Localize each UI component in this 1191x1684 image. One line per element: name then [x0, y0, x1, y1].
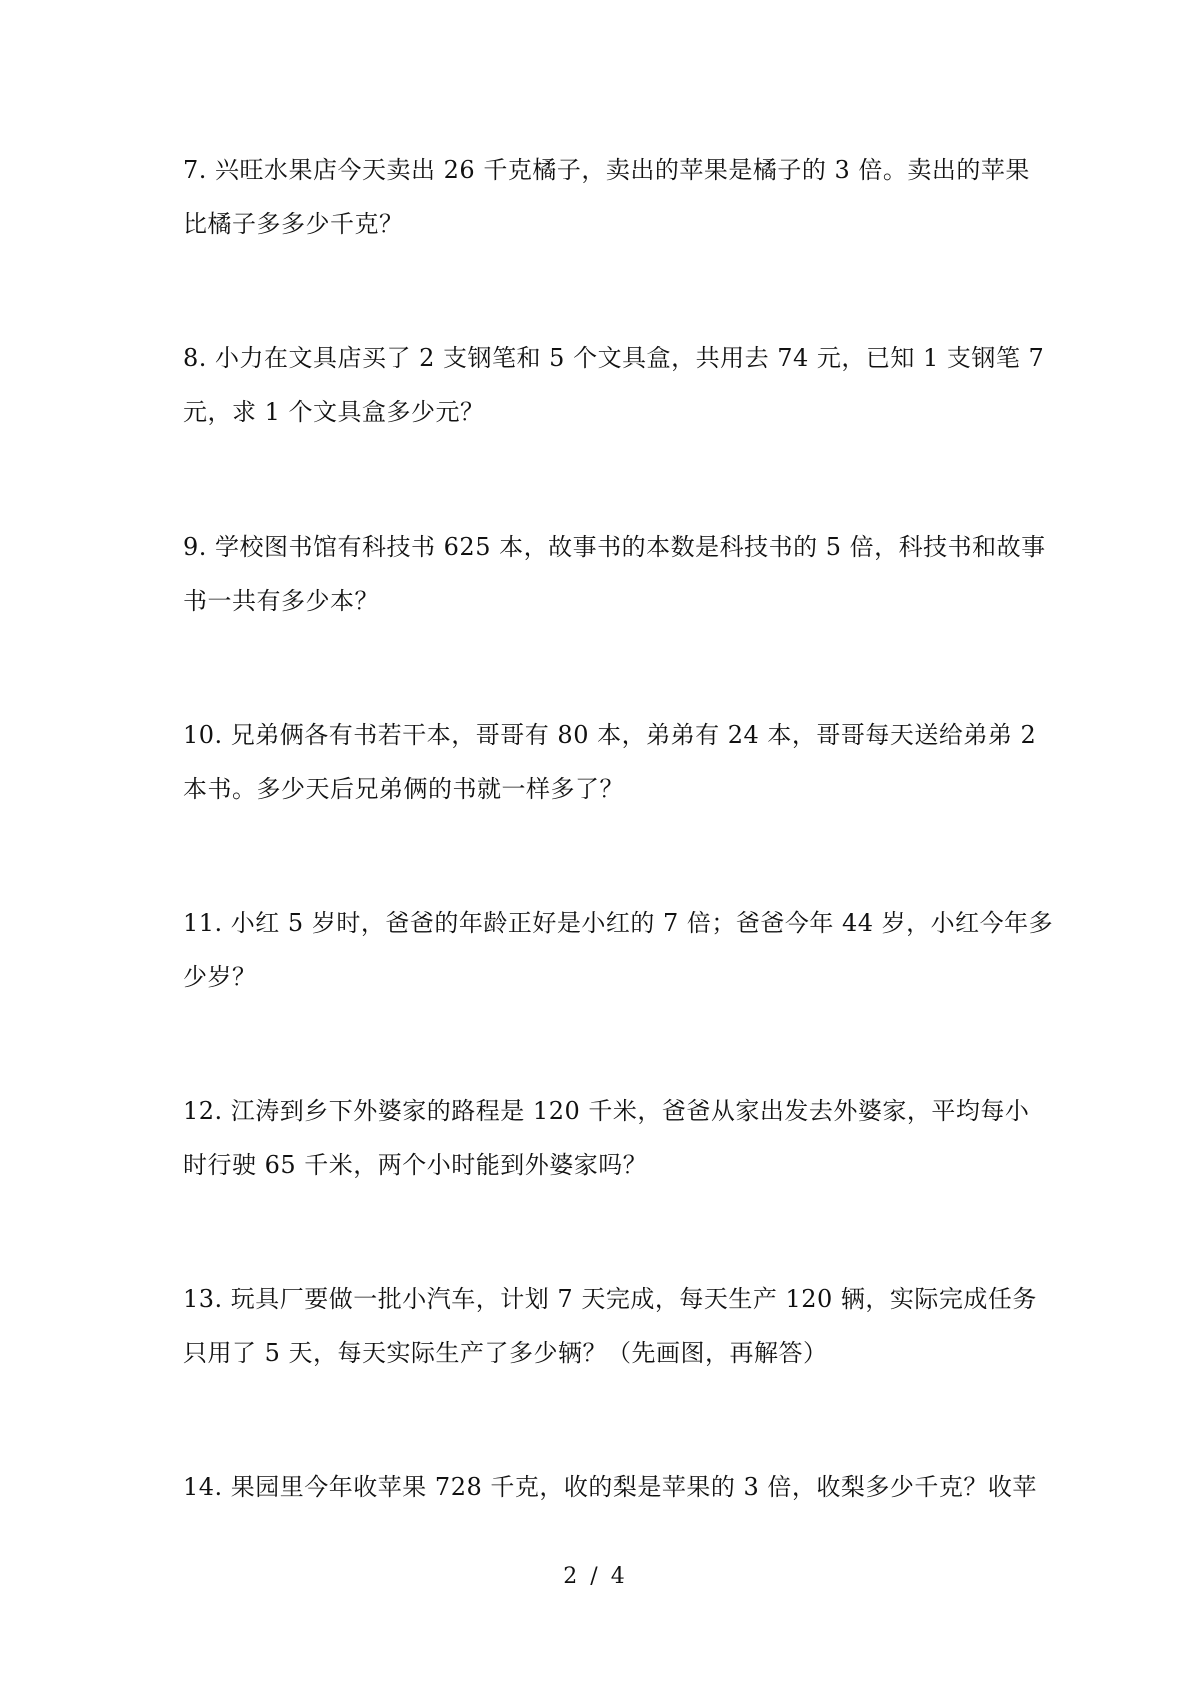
question-text-line: 9. 学校图书馆有科技书 625 本，故事书的本数是科技书的 5 倍，科技书和故事 [183, 533, 1046, 561]
question-7 [183, 143, 1030, 251]
question-text-line: 少岁？ [183, 963, 257, 991]
question-text-line: 10. 兄弟俩各有书若干本，哥哥有 80 本，弟弟有 24 本，哥哥每天送给弟弟 2 [183, 721, 1037, 749]
question-text-line: 7. 兴旺水果店今天卖出 26 千克橘子，卖出的苹果是橘子的 3 倍。卖出的苹果 [183, 156, 1030, 184]
page-number: 2 / 4 [563, 1564, 628, 1589]
question-text-line: 元，求 1 个文具盒多少元？ [183, 398, 485, 426]
question-text-line: 8. 小力在文具店买了 2 支钢笔和 5 个文具盒，共用去 74 元，已知 1 支钢笔 7 [183, 344, 1045, 372]
question-9 [183, 520, 1046, 628]
question-text-line: 只用了 5 天，每天实际生产了多少辆？（先画图，再解答） [183, 1339, 828, 1367]
question-text-line: 11. 小红 5 岁时，爸爸的年龄正好是小红的 7 倍；爸爸今年 44 岁，小红今年多 [183, 909, 1054, 937]
question-text-line: 12. 江涛到乡下外婆家的路程是 120 千米，爸爸从家出发去外婆家，平均每小 [183, 1097, 1030, 1125]
question-12 [183, 1084, 1030, 1192]
question-10 [183, 708, 1037, 816]
question-11 [183, 896, 1054, 1004]
question-text-line: 比橘子多多少千克？ [183, 210, 404, 238]
question-text-line: 14. 果园里今年收苹果 728 千克，收的梨是苹果的 3 倍，收梨多少千克？收苹 [183, 1473, 1037, 1501]
question-text-line: 13. 玩具厂要做一批小汽车，计划 7 天完成，每天生产 120 辆，实际完成任务 [183, 1285, 1037, 1313]
question-text-line: 本书。多少天后兄弟俩的书就一样多了？ [183, 775, 624, 803]
question-14 [183, 1460, 1037, 1514]
question-text-line: 时行驶 65 千米，两个小时能到外婆家吗？ [183, 1151, 648, 1179]
question-8 [183, 331, 1045, 439]
question-13 [183, 1272, 1037, 1380]
question-text-line: 书一共有多少本？ [183, 587, 379, 615]
